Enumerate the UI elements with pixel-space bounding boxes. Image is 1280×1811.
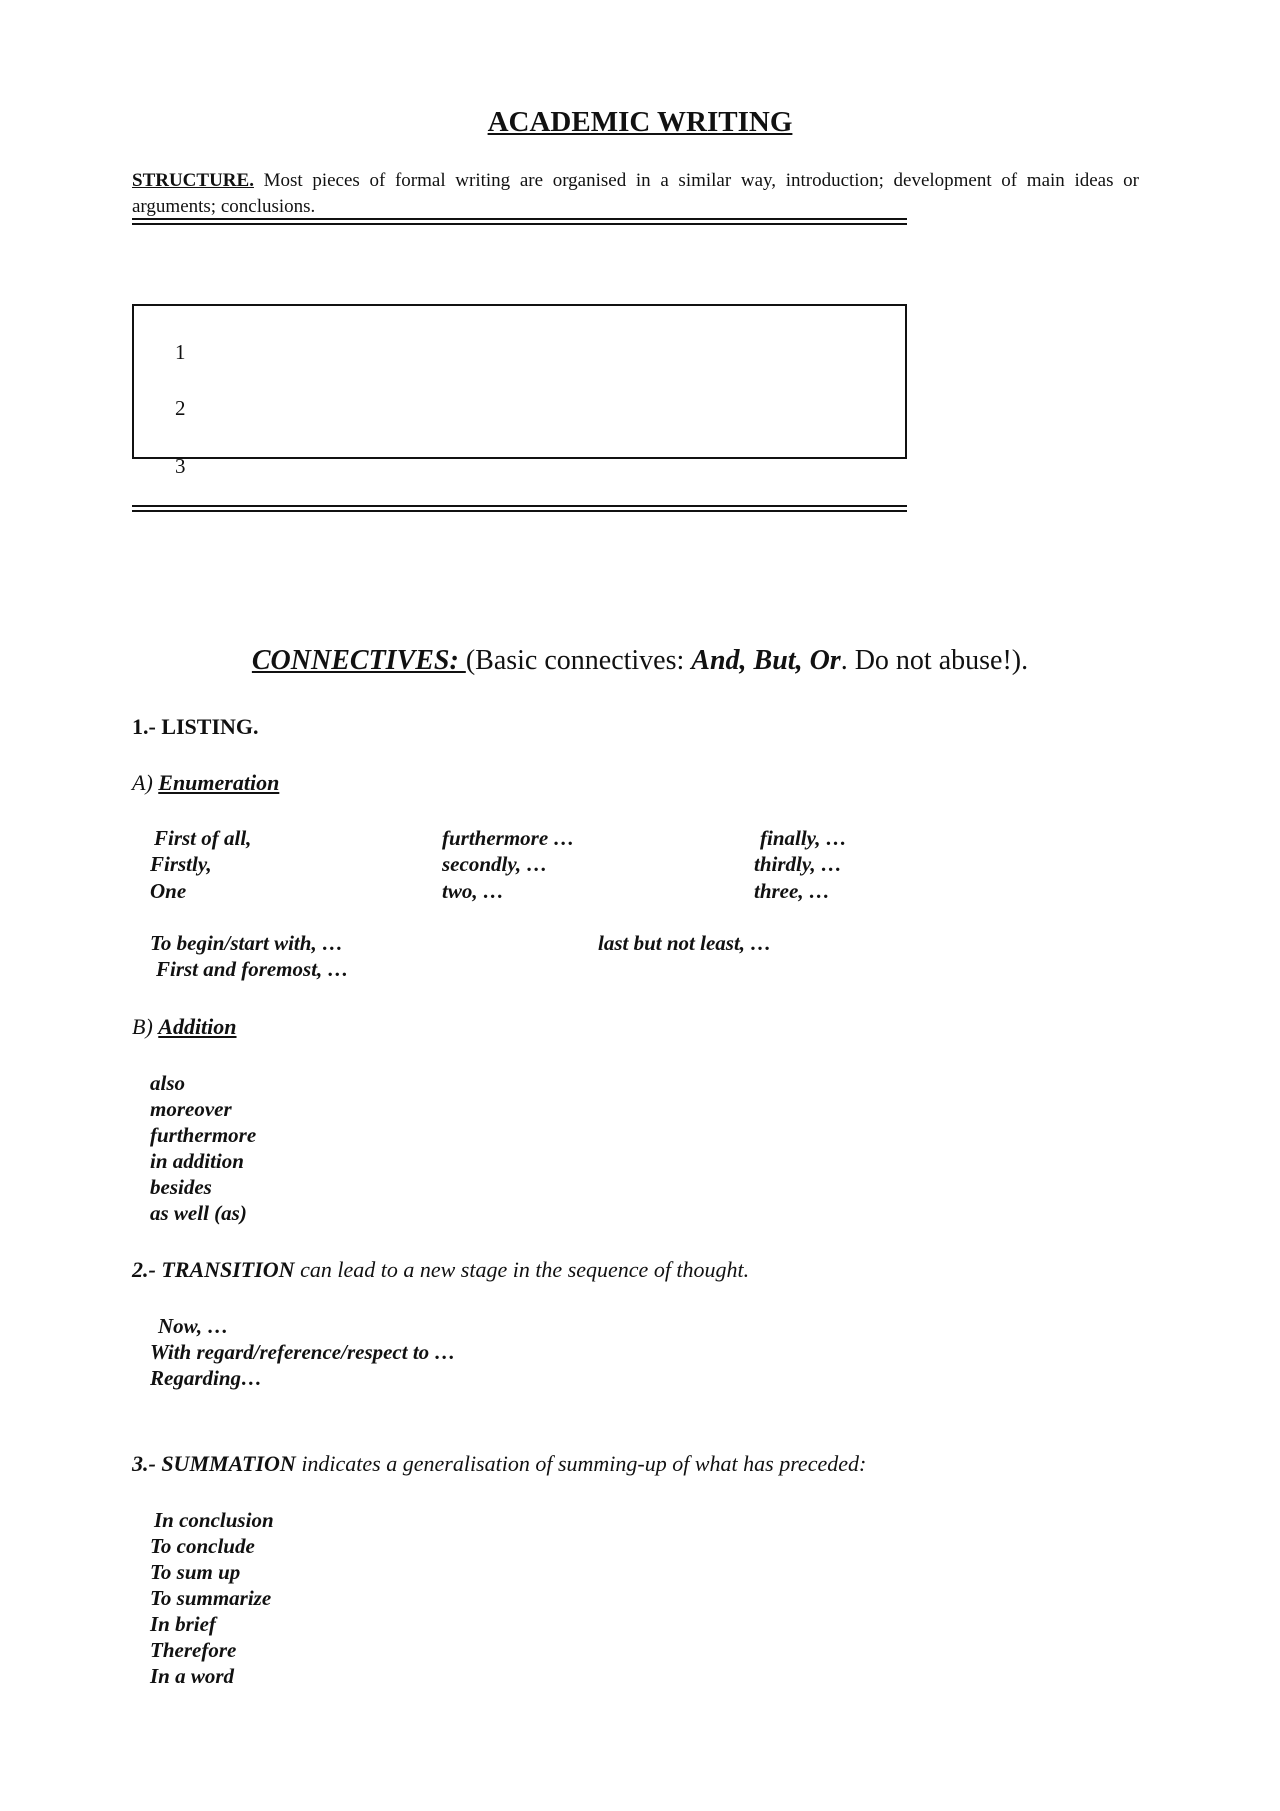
enum-col1-item: Firstly,: [150, 852, 212, 876]
double-rule-bottom: [132, 505, 907, 512]
summation-desc: indicates a generalisation of summing-up of what has preceded:: [295, 1451, 867, 1476]
enum-extra-item: First and foremost, …: [156, 957, 349, 981]
enumeration-label: Enumeration: [158, 770, 280, 795]
addition-item: moreover: [150, 1097, 232, 1121]
enum-extra-item: last but not least, …: [598, 931, 772, 955]
addition-label: Addition: [158, 1014, 237, 1039]
double-rule-top: [132, 218, 907, 225]
transition-desc: can lead to a new stage in the sequence of thought.: [294, 1257, 750, 1282]
enum-col2-item: furthermore …: [442, 826, 575, 850]
enum-col3-item: thirdly, …: [754, 852, 842, 876]
box-number-3: 3: [175, 454, 186, 478]
addition-item: also: [150, 1071, 186, 1095]
listing-heading: 1.- LISTING.: [132, 714, 259, 739]
addition-item: besides: [150, 1175, 212, 1199]
transition-item: Regarding…: [150, 1366, 263, 1390]
addition-item: in addition: [150, 1149, 244, 1173]
summation-item: In conclusion: [154, 1508, 274, 1532]
enum-col1-item: One: [150, 879, 187, 903]
connectives-keywords: And, But, Or: [691, 645, 841, 676]
transition-item: Now, …: [158, 1314, 229, 1338]
summation-item: To sum up: [150, 1560, 241, 1584]
transition-label: 2.- TRANSITION: [132, 1257, 295, 1282]
summation-item: In a word: [150, 1664, 235, 1688]
enum-col3-item: finally, …: [760, 826, 847, 850]
addition-prefix: B): [132, 1014, 159, 1039]
summation-heading: [132, 1451, 866, 1477]
summation-item: Therefore: [150, 1638, 237, 1662]
enum-extra-item: To begin/start with, …: [150, 931, 343, 955]
enumeration-prefix: A): [132, 770, 159, 795]
connectives-heading: [0, 645, 1280, 677]
summation-item: To conclude: [150, 1534, 255, 1558]
addition-item: as well (as): [150, 1201, 247, 1225]
enum-col3-item: three, …: [754, 879, 830, 903]
connectives-intro: (Basic connectives:: [465, 645, 692, 676]
addition-item: furthermore: [150, 1123, 257, 1147]
transition-item: With regard/reference/respect to …: [150, 1340, 456, 1364]
connectives-outro: . Do not abuse!).: [840, 645, 1029, 676]
enumeration-heading: [132, 770, 279, 796]
enum-col2-item: two, …: [442, 879, 504, 903]
enum-col1-item: First of all,: [154, 826, 252, 850]
connectives-label: CONNECTIVES:: [251, 645, 466, 676]
structure-paragraph: [132, 168, 1139, 220]
summation-item: To summarize: [150, 1586, 272, 1610]
page-title: ACADEMIC WRITING: [487, 106, 793, 138]
summation-item: In brief: [150, 1612, 216, 1636]
addition-heading: [132, 1014, 237, 1040]
structure-box: [132, 304, 907, 459]
summation-label: 3.- SUMMATION: [132, 1451, 296, 1476]
transition-heading: [132, 1257, 749, 1283]
structure-text: Most pieces of formal writing are organised in a similar way, introduction; development of main ideas or arguments; conclusions.: [132, 170, 1139, 217]
enum-col2-item: secondly, …: [442, 852, 548, 876]
box-number-1: 1: [175, 340, 186, 364]
structure-label: STRUCTURE.: [132, 170, 254, 191]
box-number-2: 2: [175, 396, 186, 420]
